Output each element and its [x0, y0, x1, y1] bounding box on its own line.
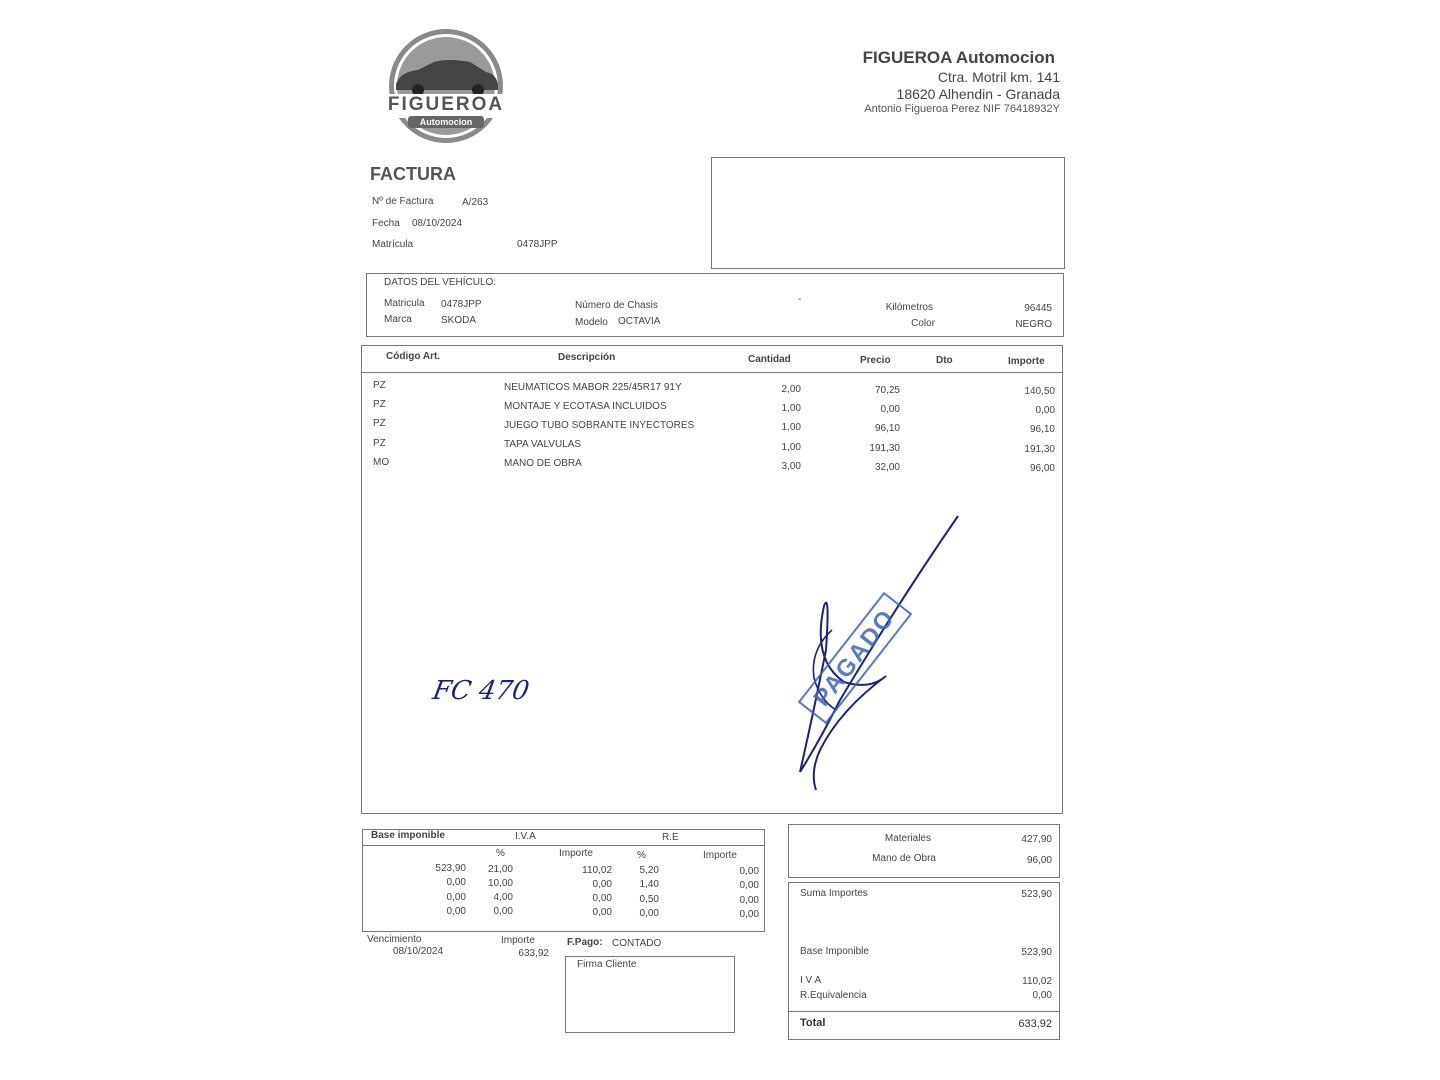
row1-quantity: 2,00	[781, 384, 801, 395]
row4-amount: 191,30	[1024, 444, 1055, 455]
row1-amount: 140,50	[1024, 386, 1055, 397]
row5-quantity: 3,00	[781, 461, 801, 472]
total-label: Total	[800, 1017, 826, 1029]
row2-description: MONTAJE Y ECOTASA INCLUIDOS	[504, 401, 667, 412]
col-header-quantity: Cantidad	[748, 354, 791, 365]
tax-row4-iva-pct: 0,00	[493, 906, 513, 917]
vehicle-chassis: -	[798, 294, 802, 305]
row1-code: PZ	[373, 380, 386, 391]
vehicle-color-label: Color	[911, 318, 935, 329]
row4-code: PZ	[373, 438, 386, 449]
vehicle-model: OCTAVIA	[618, 316, 661, 327]
tax-row4-base: 0,00	[446, 906, 466, 917]
tax-row2-base: 0,00	[446, 877, 466, 888]
labor-label: Mano de Obra	[872, 853, 936, 864]
payment-amount: 633,92	[518, 948, 549, 959]
vehicle-plate: 0478JPP	[441, 299, 482, 310]
row4-price: 191,30	[869, 443, 900, 454]
vehicle-chassis-label: Número de Chasis	[575, 300, 658, 311]
vehicle-brand-label: Marca	[384, 314, 412, 325]
row5-amount: 96,00	[1029, 463, 1055, 474]
tax-row2-re-imp: 0,00	[739, 880, 759, 891]
vehicle-brand: SKODA	[441, 315, 477, 326]
invoice-date-label: Fecha	[372, 218, 400, 229]
iva-label: I V A	[800, 975, 822, 986]
customer-box	[711, 157, 1065, 269]
tax-re-pct-header: %	[637, 850, 646, 861]
row2-amount: 0,00	[1035, 405, 1055, 416]
row3-price: 96,10	[874, 423, 900, 434]
row3-quantity: 1,00	[781, 422, 801, 433]
invoice-date: 08/10/2024	[412, 218, 463, 229]
row5-description: MANO DE OBRA	[504, 458, 582, 469]
tax-iva-header: I.V.A	[515, 831, 536, 842]
tax-row4-re-imp: 0,00	[739, 909, 759, 920]
sum-label: Suma Importes	[800, 888, 868, 899]
tax-base-header: Base imponible	[371, 830, 445, 841]
row3-code: PZ	[373, 418, 386, 429]
vehicle-color: NEGRO	[1015, 319, 1052, 330]
tax-iva-pct-header: %	[496, 848, 505, 859]
col-header-code: Código Art.	[386, 351, 441, 362]
tax-row1-base: 523,90	[435, 863, 466, 874]
re-value: 0,00	[1032, 990, 1052, 1001]
payment-amount-label: Importe	[501, 935, 535, 946]
iva-value: 110,02	[1022, 976, 1052, 987]
tax-row1-re-pct: 5,20	[639, 865, 659, 876]
row2-price: 0,00	[880, 404, 900, 415]
materials-value: 427,90	[1021, 834, 1052, 845]
tax-row3-iva-imp: 0,00	[592, 893, 612, 904]
row5-code: MO	[373, 457, 390, 468]
tax-re-importe-header: Importe	[703, 850, 737, 861]
col-header-price: Precio	[860, 355, 891, 366]
tax-row4-iva-imp: 0,00	[592, 907, 612, 918]
row3-description: JUEGO TUBO SOBRANTE INYECTORES	[504, 420, 695, 431]
company-address-line1: Ctra. Motril km. 141	[937, 69, 1060, 85]
tax-row3-re-imp: 0,00	[739, 895, 759, 906]
row2-code: PZ	[373, 399, 386, 410]
tax-row4-re-pct: 0,00	[639, 908, 659, 919]
row5-price: 32,00	[874, 462, 900, 473]
paid-stamp-text: PAGADO	[798, 592, 913, 724]
logo-subtext: Automocion	[419, 117, 473, 127]
payment-method: CONTADO	[612, 938, 662, 949]
tax-row1-iva-imp: 110,02	[582, 865, 612, 876]
company-address-line2: 18620 Alhendin - Granada	[896, 86, 1060, 102]
tax-row3-re-pct: 0,50	[639, 894, 659, 905]
company-owner: Antonio Figueroa Perez NIF 76418932Y	[864, 103, 1060, 115]
tax-row1-iva-pct: 21,00	[487, 864, 513, 875]
tax-row2-iva-imp: 0,00	[592, 879, 612, 890]
materials-label: Materiales	[884, 833, 931, 844]
invoice-plate-label: Matrícula	[372, 239, 414, 250]
invoice-number-label: Nº de Factura	[372, 196, 434, 207]
row4-quantity: 1,00	[781, 442, 801, 453]
col-header-description: Descripción	[558, 352, 616, 363]
tax-iva-importe-header: Importe	[559, 848, 593, 859]
labor-value: 96,00	[1026, 855, 1052, 866]
base-label: Base Imponible	[800, 946, 869, 957]
vehicle-plate-label: Matricula	[384, 298, 425, 309]
logo-text: FIGUEROA	[387, 94, 505, 115]
base-value: 523,90	[1021, 947, 1052, 958]
invoice-plate: 0478JPP	[517, 239, 558, 250]
tax-row3-iva-pct: 4,00	[493, 892, 513, 903]
vehicle-section-label: DATOS DEL VEHÍCULO:	[384, 277, 497, 288]
summary-bottom-box	[788, 882, 1060, 1040]
tax-row1-re-imp: 0,00	[739, 866, 759, 877]
signature-label: Firma Cliente	[577, 959, 637, 970]
company-name: FIGUEROA Automocion	[862, 48, 1055, 67]
col-header-discount: Dto	[936, 355, 953, 366]
row1-description: NEUMATICOS MABOR 225/45R17 91Y	[504, 382, 682, 393]
tax-re-header: R.E	[662, 832, 679, 843]
row3-amount: 96,10	[1029, 424, 1055, 435]
row4-description: TAPA VALVULAS	[504, 439, 582, 450]
tax-row2-iva-pct: 10,00	[487, 878, 513, 889]
tax-row3-base: 0,00	[446, 892, 466, 903]
row2-quantity: 1,00	[781, 403, 801, 414]
sum-value: 523,90	[1021, 889, 1052, 900]
handwritten-note: FC 470	[430, 676, 532, 706]
vehicle-km-label: Kilómetros	[885, 302, 933, 313]
invoice-title: FACTURA	[370, 164, 456, 184]
re-label: R.Equivalencia	[800, 990, 867, 1001]
invoice-number: A/263	[462, 197, 489, 208]
vehicle-model-label: Modelo	[575, 317, 608, 328]
due-label: Vencimiento	[367, 934, 422, 945]
due-date: 08/10/2024	[393, 946, 444, 957]
company-logo	[378, 26, 514, 146]
total-value: 633,92	[1018, 1018, 1052, 1030]
col-header-amount: Importe	[1008, 356, 1045, 367]
row1-price: 70,25	[874, 385, 900, 396]
tax-row2-re-pct: 1,40	[639, 879, 659, 890]
payment-method-label: F.Pago:	[567, 937, 603, 948]
vehicle-km: 96445	[1024, 303, 1052, 314]
